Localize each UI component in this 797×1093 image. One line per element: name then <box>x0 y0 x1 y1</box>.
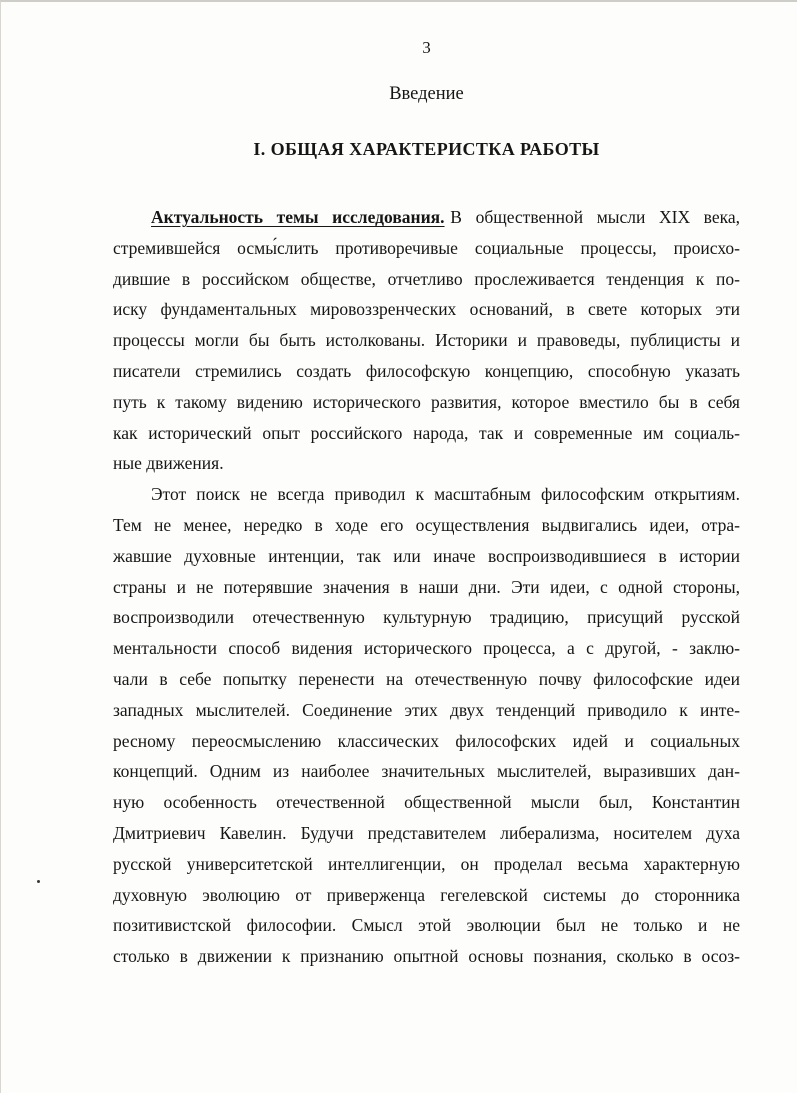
text-line: дившие в российском обществе, отчетливо прослеживается тенденция к по- <box>113 268 740 289</box>
text-line: ные движения. <box>113 453 224 474</box>
text-line: жавшие духовные интенции, так или иначе воспроизводившиеся в истории <box>113 545 740 566</box>
text-line: ментальности способ видения исторического процесса, а с другой, - заклю- <box>113 638 740 659</box>
text-line: страны и не потерявшие значения в наши дни. Эти идеи, с одной стороны, <box>113 576 740 597</box>
text-line: процессы могли бы быть истолкованы. Историки и правоведы, публицисты и <box>113 330 740 351</box>
text-line: чали в себе попытку перенести на отечественную почву философские идеи <box>113 668 740 689</box>
text-line: духовную эволюцию от приверженца гегелевской системы до сторонника <box>113 884 740 905</box>
text-line: стремившейся осмы́слить противоречивые социальные процессы, происхо- <box>113 237 740 258</box>
text-line: ресному переосмыслению классических философских идей и социальных <box>113 730 740 751</box>
text-line <box>113 202 740 233</box>
scan-artifact-dot <box>37 880 40 883</box>
text-line: Дмитриевич Кавелин. Будучи представителем либерализма, носителем духа <box>113 822 740 843</box>
text-line: позитивистской философии. Смысл этой эволюции был не только и не <box>113 915 740 936</box>
text-line: путь к такому видению исторического развития, которое вместило бы в себя <box>113 391 740 412</box>
text-line: иску фундаментальных мировоззренческих оснований, в свете которых эти <box>113 299 740 320</box>
document-title: Введение <box>389 84 464 104</box>
text-line: воспроизводили отечественную культурную традицию, присущий русской <box>113 607 740 628</box>
paragraph-2 <box>113 479 740 972</box>
text-line: западных мыслителей. Соединение этих двух тенденций приводило к инте- <box>113 699 740 720</box>
section-heading: I. ОБЩАЯ ХАРАКТЕРИСТКА РАБОТЫ <box>253 139 600 159</box>
body-text <box>113 202 740 972</box>
paragraph-lead: Актуальность темы исследования. <box>151 207 445 227</box>
page-number: 3 <box>422 38 431 57</box>
text-line: Этот поиск не всегда приводил к масштабным философским открытиям. <box>151 484 740 505</box>
text-line: ную особенность отечественной общественной мысли был, Константин <box>113 792 740 813</box>
text-line: концепций. Одним из наиболее значительных мыслителей, выразивших дан- <box>113 761 740 782</box>
text-line: как исторический опыт российского народа, так и современные им социаль- <box>113 422 740 443</box>
text-line-rest: В общественной мысли XIX века, <box>450 207 740 227</box>
text-line: писатели стремились создать философскую концепцию, способную указать <box>113 360 740 381</box>
text-line: Тем не менее, нередко в ходе его осуществления выдвигались идеи, отра- <box>113 514 740 535</box>
page-content <box>1 2 797 972</box>
paragraph-1 <box>113 202 740 479</box>
text-line: столько в движении к признанию опытной основы познания, сколько в осоз- <box>113 946 740 967</box>
text-line: русской университетской интеллигенции, он проделал весьма характерную <box>113 853 740 874</box>
